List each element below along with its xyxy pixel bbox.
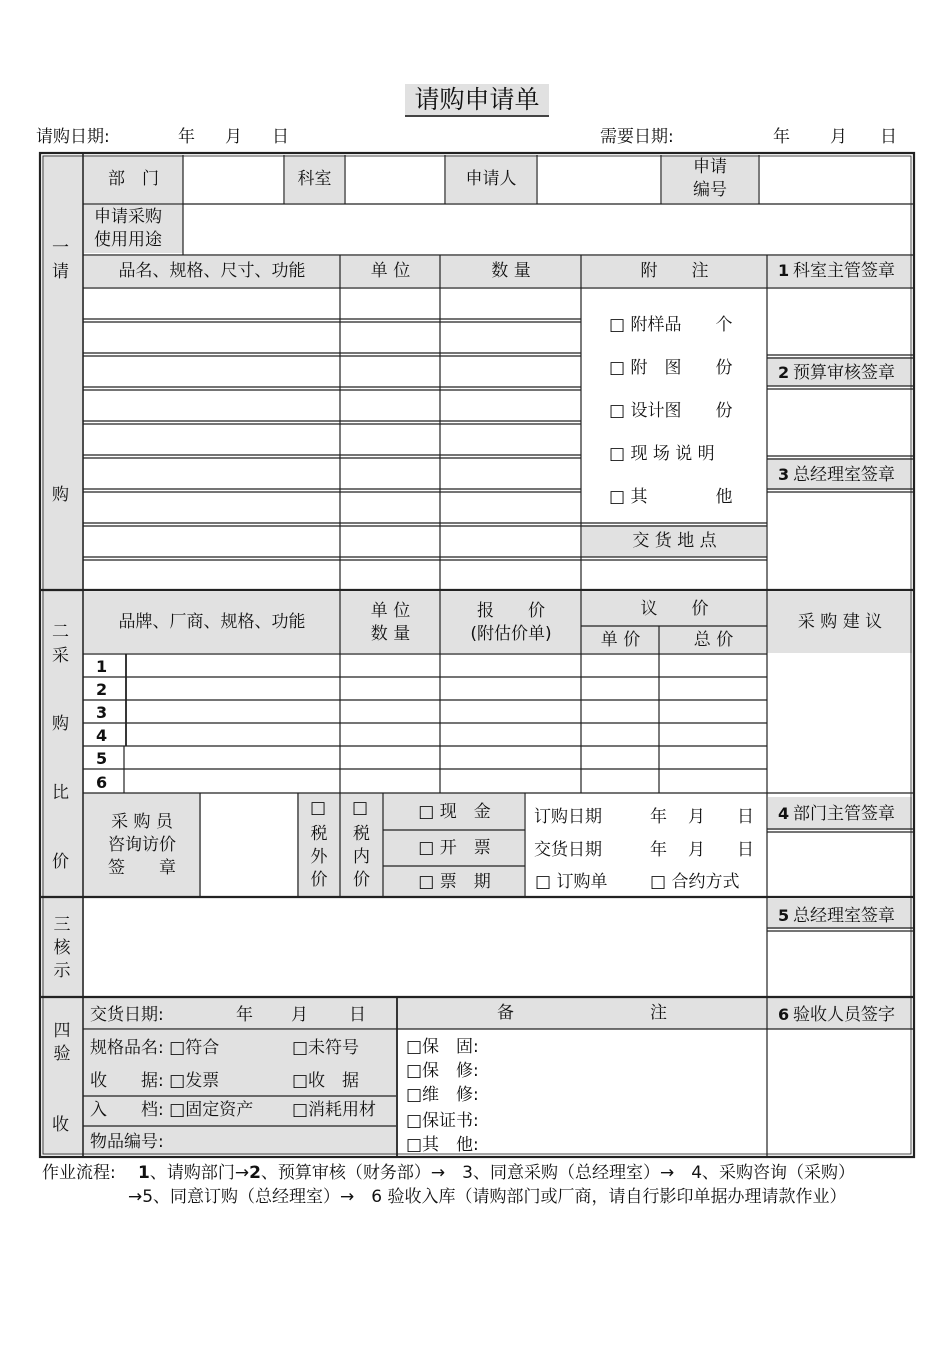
form-title: 请购申请单 [405, 84, 549, 117]
s2-side-1: 二 [52, 622, 69, 642]
certificate-checkbox[interactable]: □保证书: [406, 1111, 479, 1131]
sign3-number: 3 [778, 465, 790, 484]
item-col-header: 品名、规格、尺寸、功能 [118, 261, 306, 281]
delivery-day: 日 [737, 840, 754, 860]
note-col-header: 附 注 [640, 261, 709, 281]
attach-drawing-checkbox[interactable]: □ 附 图 份 [609, 358, 733, 378]
bill-term-checkbox[interactable]: □ 票 期 [418, 871, 491, 892]
accept-month: 月 [291, 1005, 308, 1025]
need-day: 日 [880, 127, 897, 147]
need-month: 月 [830, 127, 847, 147]
design-drawing-checkbox[interactable]: □ 设计图 份 [609, 401, 733, 421]
qty-col-header: 数 量 [491, 261, 531, 281]
request-month: 月 [225, 127, 242, 147]
app-no-label: 申请 编号 [693, 157, 727, 200]
app-no-input[interactable] [760, 156, 910, 202]
accept-year: 年 [236, 1005, 253, 1025]
purpose-label: 申请采购 使用用途 [94, 207, 162, 250]
delivery-place-label: 交 货 地 点 [632, 531, 717, 551]
workflow-step1: 、请购部门→ [149, 1163, 250, 1183]
order-form-checkbox[interactable]: □ 订购单 [535, 872, 608, 892]
sign2-label: 预算审核签章 [793, 363, 895, 383]
sign1-label: 科室主管签章 [793, 261, 895, 281]
attach-sample-checkbox[interactable]: □ 附样品 个 [609, 315, 733, 335]
spec-mismatch-checkbox[interactable]: □未符号 [292, 1038, 360, 1058]
sign3-label: 总经理室签章 [793, 465, 895, 485]
applicant-label: 申请人 [465, 168, 517, 189]
sign6-number: 6 [778, 1005, 790, 1024]
request-day: 日 [272, 127, 289, 147]
workflow-steps-rest: 、预算审核（财务部）→ 3、同意采购（总经理室）→ 4、采购咨询（采购） [260, 1163, 856, 1183]
tax-excluded-label: 税 外 价 [310, 823, 328, 890]
brand-col-header: 品牌、厂商、规格、功能 [118, 612, 306, 632]
dept-input[interactable] [185, 156, 283, 202]
tax-excluded-checkbox[interactable]: □ [310, 798, 327, 818]
s2-side-5: 价 [52, 852, 69, 872]
row-number-5: 5 [96, 749, 108, 768]
order-date-label: 订购日期 [534, 807, 602, 827]
applicant-input[interactable] [538, 156, 660, 202]
row-number-4: 4 [96, 726, 108, 745]
accept-delivery-date-label: 交货日期: [90, 1005, 164, 1025]
sign4-label: 部门主管签章 [793, 804, 895, 824]
maintenance-checkbox[interactable]: □保 修: [406, 1061, 479, 1081]
section-label: 科室 [297, 168, 332, 189]
total-price-col-header: 总 价 [693, 629, 734, 650]
receipt-receipt-checkbox[interactable]: □收 据 [292, 1071, 360, 1091]
remarks-header: 备 注 [497, 1003, 667, 1023]
row-number-2: 2 [96, 680, 108, 699]
row-number-6: 6 [96, 773, 108, 792]
order-month: 月 [688, 807, 705, 827]
unit-qty-col-header: 单 位 数 量 [370, 600, 411, 644]
site-explain-checkbox[interactable]: □ 现 场 说 明 [609, 444, 715, 464]
s1-side-mid: 请 [52, 262, 69, 282]
purpose-input[interactable] [185, 206, 910, 253]
order-year: 年 [650, 807, 667, 827]
s2-side-4: 比 [52, 783, 69, 803]
consumable-checkbox[interactable]: □消耗用材 [292, 1100, 377, 1120]
sign1-number: 1 [778, 261, 790, 280]
fixed-asset-checkbox[interactable]: 入 档: □固定资产 [90, 1100, 254, 1120]
negotiate-col-header: 议 价 [640, 598, 709, 619]
s3-side: 三 核 示 [53, 914, 71, 981]
unit-price-col-header: 单 价 [600, 629, 641, 650]
row-number-1: 1 [96, 657, 108, 676]
s2-side-2: 采 [52, 646, 69, 666]
row-number-3: 3 [96, 703, 108, 722]
tax-included-label: 税 内 价 [353, 823, 370, 890]
unit-col-header: 单 位 [370, 261, 411, 281]
delivery-year: 年 [650, 840, 667, 860]
s2-side-3: 购 [52, 714, 69, 734]
advice-col-header: 采 购 建 议 [797, 612, 883, 632]
item-number-label: 物品编号: [90, 1132, 164, 1152]
workflow-step2-number: 2 [249, 1163, 261, 1183]
sign5-number: 5 [778, 906, 790, 925]
invoice-checkbox[interactable]: □ 开 票 [418, 838, 491, 858]
tax-included-checkbox[interactable]: □ [352, 798, 369, 818]
section-input[interactable] [346, 156, 444, 202]
repair-checkbox[interactable]: □维 修: [406, 1085, 479, 1105]
receipt-invoice-checkbox[interactable]: 收 据: □发票 [90, 1071, 220, 1091]
contract-checkbox[interactable]: □ 合约方式 [650, 872, 740, 892]
workflow-line2: →5、同意订购（总经理室）→ 6 验收入库（请购部门或厂商，请自行影印单据办理请款作业） [128, 1187, 847, 1207]
need-date-label: 需要日期: [600, 127, 674, 147]
sign5-label: 总经理室签章 [793, 906, 895, 926]
quote-col-header: 报 价 (附估价单) [470, 600, 552, 644]
order-day: 日 [737, 807, 754, 827]
s4-side-bottom: 收 [52, 1115, 69, 1135]
workflow-step1-number: 1 [138, 1163, 150, 1183]
delivery-date-label: 交货日期 [534, 840, 602, 860]
s1-side-bottom: 购 [52, 485, 69, 505]
sign2-number: 2 [778, 363, 790, 382]
warranty-checkbox[interactable]: □保 固: [406, 1037, 479, 1057]
need-year: 年 [773, 127, 790, 147]
delivery-month: 月 [688, 840, 705, 860]
other-checkbox[interactable]: □ 其 他 [609, 487, 733, 507]
workflow-label: 作业流程: [42, 1163, 116, 1183]
spec-match-checkbox[interactable]: 规格品名: □符合 [90, 1038, 220, 1058]
buyer-label: 采 购 员 咨询访价 签 章 [108, 812, 176, 878]
sign4-number: 4 [778, 804, 790, 823]
request-date-label: 请购日期: [36, 127, 110, 147]
accept-day: 日 [349, 1005, 366, 1025]
remarks-other-checkbox[interactable]: □其 他: [406, 1135, 479, 1155]
s1-side-top: 一 [52, 238, 69, 258]
approval-area[interactable] [84, 899, 766, 996]
s4-side-top: 四 验 [53, 1021, 71, 1064]
dept-label: 部 门 [108, 168, 159, 189]
cash-checkbox[interactable]: □ 现 金 [418, 801, 491, 822]
request-year: 年 [178, 127, 195, 147]
sign6-label: 验收人员签字 [793, 1005, 895, 1025]
